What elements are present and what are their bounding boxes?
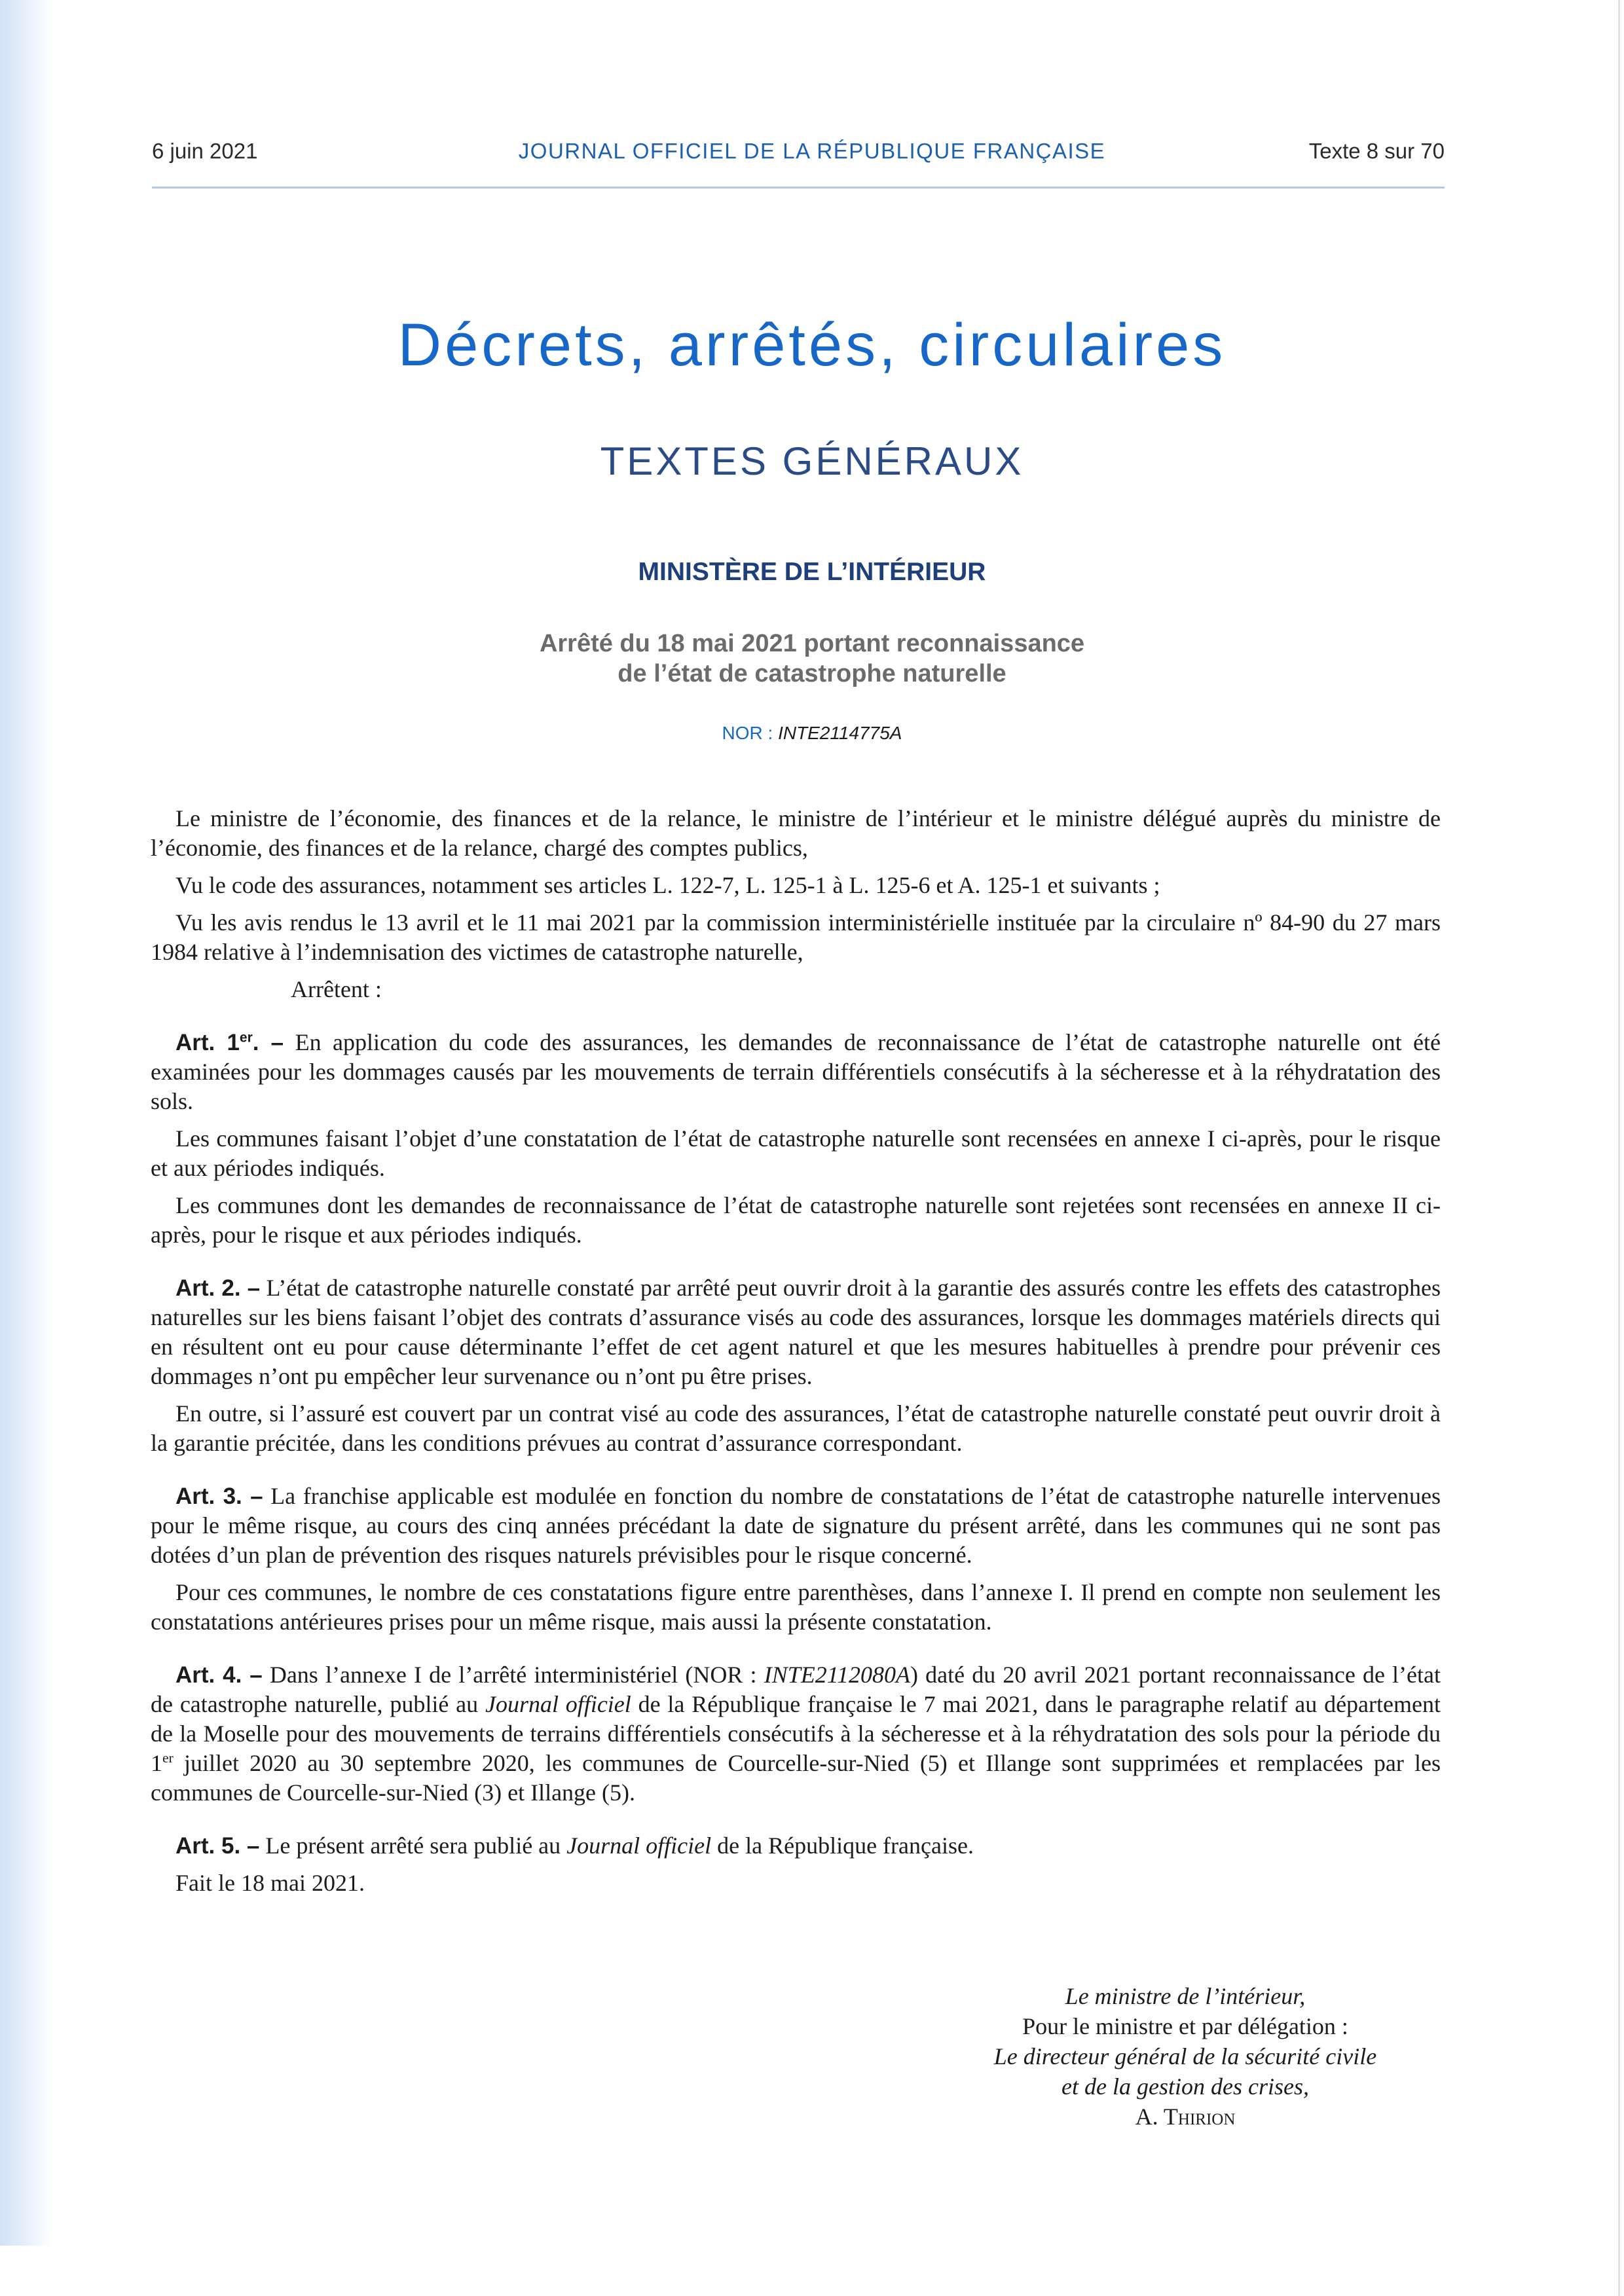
signature-line-crises: et de la gestion des crises, (1061, 2073, 1309, 2100)
arrete-title-line1: Arrêté du 18 mai 2021 portant reconnaissance (539, 630, 1085, 657)
article-1-paragraph-3: Les communes dont les demandes de reconnaissance de l’état de catastrophe naturelle sont rejetées sont recensées en annexe II ci-après, pour le risque et aux périodes indiqués. (151, 1192, 1441, 1248)
article-2-paragraph-2: En outre, si l’assuré est couvert par un contrat visé au code des assurances, l’état de catastrophe naturelle constaté peut ouvrir droit à la garantie précitée, dans les conditions prévues au contrat d’assurance correspondant. (151, 1400, 1441, 1456)
done-date: Fait le 18 mai 2021. (175, 1870, 365, 1896)
article-4-label: Art. 4. – (175, 1662, 263, 1688)
signature-line-delegation: Pour le ministre et par délégation : (1022, 2013, 1348, 2039)
header-divider (152, 187, 1445, 189)
article-2-paragraph-1: Art. 2. – L’état de catastrophe naturelle constaté par arrêté peut ouvrir droit à la garantie des assurés contre les effets des catastrophes naturelles sur les biens faisant l’objet des contrats d’assurance visés au code des assurances, lorsque les dommages matériels directs qui en résultent ont eu pour cause déterminante l’effet de cet agent naturel et que les mesures habituelles à prendre pour prévenir ces dommages n’ont pu empêcher leur survenance ou n’ont pu être prises. (151, 1275, 1441, 1389)
arrete-title (327, 629, 1297, 689)
ministry-heading: MINISTÈRE DE L’INTÉRIEUR (638, 558, 986, 586)
nor-value: INTE2114775A (778, 723, 902, 743)
header-page-number: Texte 8 sur 70 (1308, 139, 1445, 163)
article-1-paragraph-2: Les communes faisant l’objet d’une constatation de l’état de catastrophe naturelle sont recensées en annexe I ci-après, pour le risque et aux périodes indiqués. (151, 1125, 1441, 1181)
arretent: Arrêtent : (291, 976, 382, 1002)
nor-reference (327, 723, 1297, 744)
signatory-name: A. Thirion (1135, 2104, 1236, 2130)
nor-label: NOR : (722, 723, 773, 743)
header-date: 6 juin 2021 (152, 139, 258, 163)
article-4-paragraph: Art. 4. – Dans l’annexe I de l’arrêté interministériel (NOR : INTE2112080A) daté du 20 avril 2021 portant reconnaissance de l’état de catastrophe naturelle, publié au Journal officiel de la République française le 7 mai 2021, dans le paragraphe relatif au département de la Moselle pour des mouvements de terrains différentiels consécutifs à la sécheresse et à la réhydratation des sols pour la période du 1er juillet 2020 au 30 septembre 2020, les communes de Courcelle-sur-Nied (5) et Illange sont supprimées et remplacées par les communes de Courcelle-sur-Nied (3) et Illange (5). (151, 1662, 1441, 1806)
header-journal-title: JOURNAL OFFICIEL DE LA RÉPUBLIQUE FRANÇAISE (518, 139, 1106, 163)
article-5-label: Art. 5. – (175, 1833, 260, 1859)
signature-line-director: Le directeur général de la sécurité civile (993, 2043, 1377, 2069)
article-3-paragraph-1: Art. 3. – La franchise applicable est modulée en fonction du nombre de constatations de l’état de catastrophe naturelle intervenues pour le même risque, au cours des cinq années précédant la date de signature du présent arrêté, dans les communes qui ne sont pas dotées d’un plan de prévention des risques naturels prévisibles pour le risque concerné. (151, 1483, 1441, 1568)
subsection-title: TEXTES GÉNÉRAUX (600, 439, 1024, 483)
preamble-vu-code: Vu le code des assurances, notamment ses articles L. 122-7, L. 125-1 à L. 125-6 et A. 125-1 et suivants ; (175, 872, 1160, 898)
signature-block (897, 1981, 1473, 2132)
article-2-label: Art. 2. – (175, 1275, 261, 1301)
article-1-paragraph-1: Art. 1er. – En application du code des assurances, les demandes de reconnaissance de l’état de catastrophe naturelle ont été examinées pour les dommages causés par les mouvements de terrain différentiels consécutifs à la sécheresse et à la réhydratation des sols. (151, 1029, 1441, 1114)
article-3-label: Art. 3. – (175, 1484, 263, 1509)
article-5-paragraph: Art. 5. – Le présent arrêté sera publié au Journal officiel de la République française. (175, 1832, 974, 1859)
scan-edge-shading (0, 0, 52, 2246)
signature-line-minister: Le ministre de l’intérieur, (1065, 1983, 1306, 2009)
preamble-vu-avis: Vu les avis rendus le 13 avril et le 11 mai 2021 par la commission interministérielle instituée par la circulaire nº 84-90 du 27 mars 1984 relative à l’indemnisation des victimes de catastrophe naturelle, (151, 909, 1441, 965)
article-3-paragraph-2: Pour ces communes, le nombre de ces constatations figure entre parenthèses, dans l’annexe I. Il prend en compte non seulement les constatations antérieures prises pour un même risque, mais aussi la présente constatation. (151, 1579, 1441, 1635)
section-title: Décrets, arrêtés, circulaires (397, 312, 1227, 378)
article-1-label: Art. 1er. – (175, 1030, 284, 1055)
arrete-title-line2: de l’état de catastrophe naturelle (618, 660, 1006, 687)
document-body (151, 804, 1441, 1906)
scan-right-edge (1618, 0, 1620, 2296)
preamble-ministers: Le ministre de l’économie, des finances et de la relance, le ministre de l’intérieur et le ministre délégué auprès du ministre de l’économie, des finances et de la relance, chargé des comptes publics, (151, 805, 1441, 861)
